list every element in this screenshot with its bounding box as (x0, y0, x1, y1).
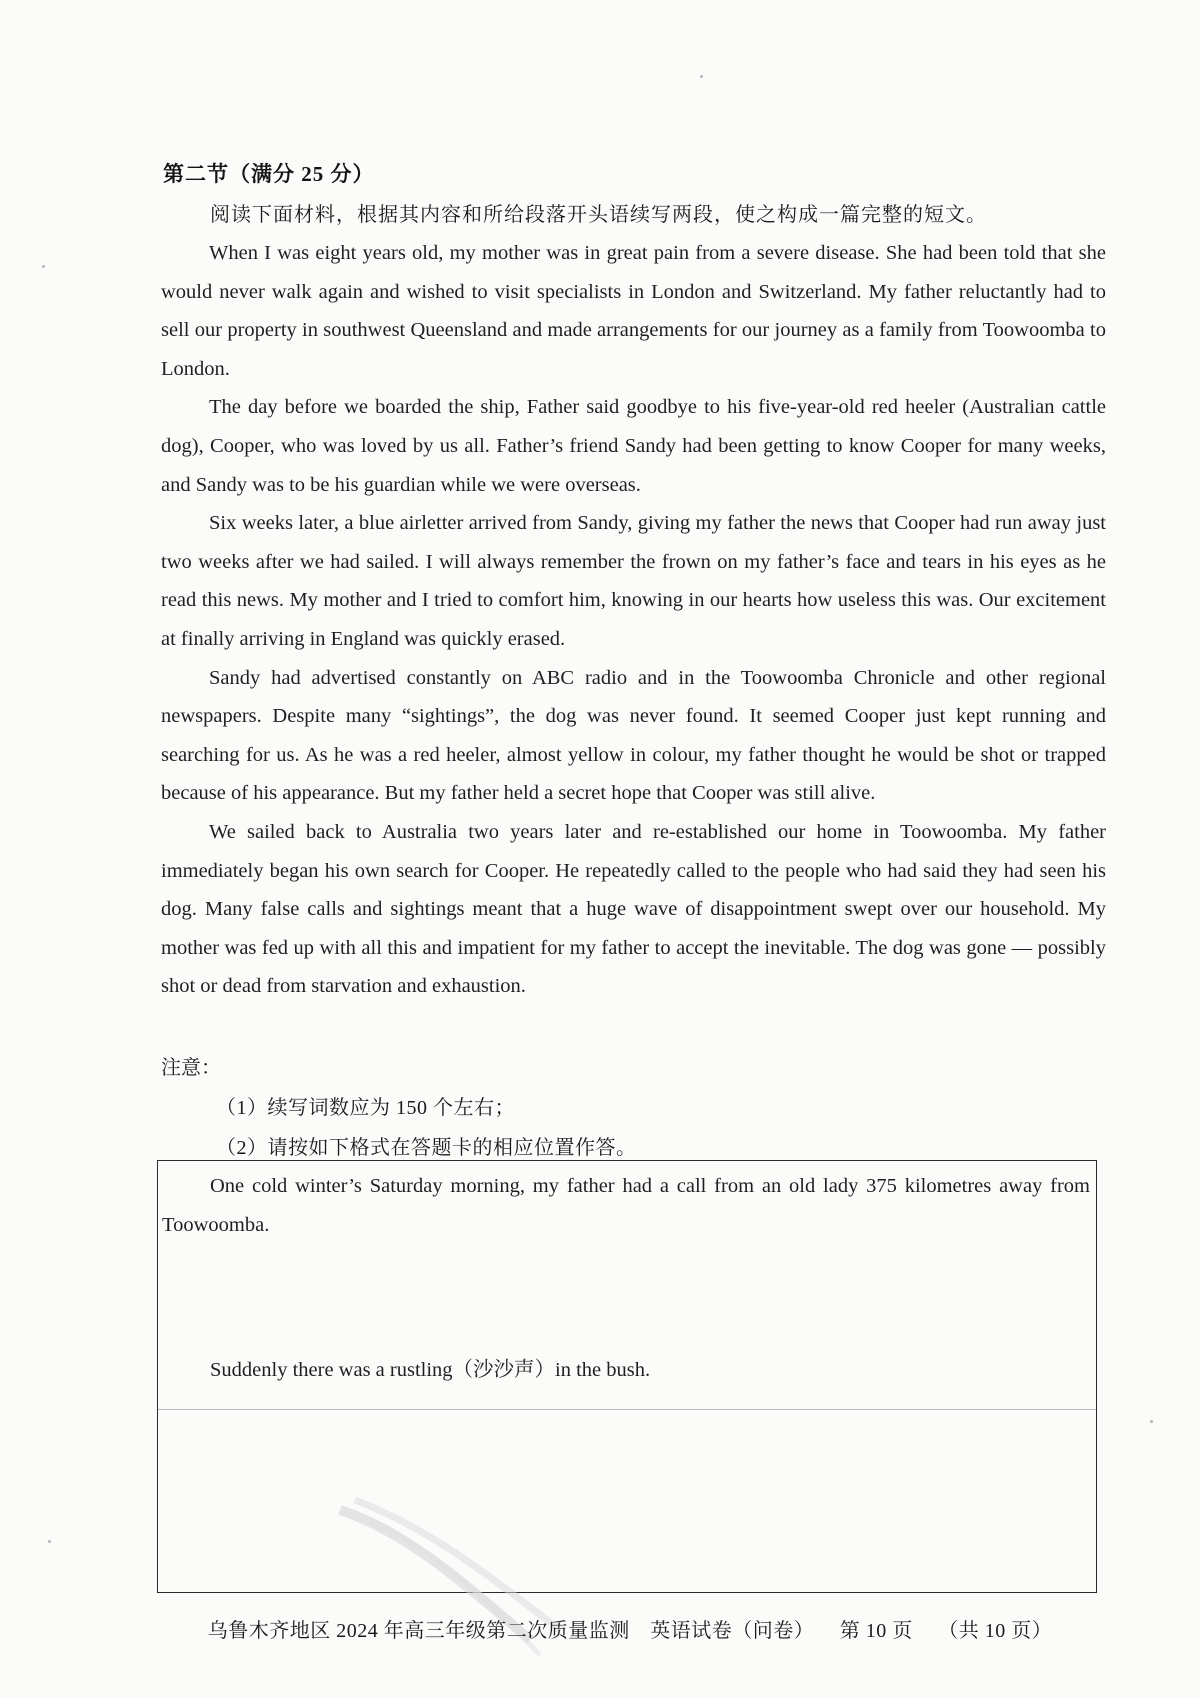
section-heading: 第二节（满分 25 分） (163, 162, 375, 186)
note-answer-format: （2）请按如下格式在答题卡的相应位置作答。 (216, 1137, 637, 1159)
continuation-opening-1: One cold winter’s Saturday morning, my father had a call from an old lady 375 kilometres away from Toowoomba. (162, 1175, 1090, 1236)
passage-paragraph-5: We sailed back to Australia two years later and re-established our home in Toowoomba. My father immediately began his own search for Cooper. He repeatedly called to the people who had said they had seen his dog. Many false calls and sightings meant that a huge wave of disappointment swept over our household. My mother was fed up with all this and impatient for my father to accept the inevitable. The dog was gone — possibly shot or dead from starvation and exhaustion. (161, 820, 1106, 998)
notes-title: 注意： (161, 1057, 221, 1079)
continuation-opening-2: Suddenly there was a rustling（沙沙声）in the bush. (210, 1359, 651, 1381)
notes-block (161, 1048, 637, 1168)
note-word-count: （1）续写词数应为 150 个左右； (216, 1097, 515, 1119)
answer-divider (158, 1409, 1096, 1410)
writing-instruction: 阅读下面材料，根据其内容和所给段落开头语续写两段，使之构成一篇完整的短文。 (210, 204, 987, 226)
footer-page-number: 第 10 页 (839, 1620, 913, 1642)
story-passage (161, 234, 1106, 1006)
passage-paragraph-2: The day before we boarded the ship, Father said goodbye to his five-year-old red heeler (Australian cattle dog), Cooper, who was loved by us all. Father’s friend Sandy had been getting to know Cooper for many weeks, and Sandy was to be his guardian while we were overseas. (161, 396, 1106, 496)
scan-speck (700, 75, 703, 78)
passage-paragraph-4: Sandy had advertised constantly on ABC radio and in the Toowoomba Chronicle and other regional newspapers. Despite many “sightings”, the dog was never found. It seemed Cooper just kept running and searching for us. As he was a red heeler, almost yellow in colour, my father thought he would be shot or trapped because of his appearance. But my father held a secret hope that Cooper was still alive. (161, 666, 1106, 805)
answer-box (157, 1160, 1097, 1593)
footer-exam-title: 乌鲁木齐地区 2024 年高三年级第二次质量监测 英语试卷（问卷） (207, 1620, 815, 1642)
passage-paragraph-1: When I was eight years old, my mother was in great pain from a severe disease. She had been told that she would never walk again and wished to visit specialists in London and Switzerland. My father reluctantly had to sell our property in southwest Queensland and made arrangements for our journey as a family from Toowoomba to London. (161, 242, 1106, 380)
page-footer (160, 1614, 1100, 1643)
scan-speck (1150, 1420, 1153, 1423)
scan-speck (42, 265, 45, 268)
scan-speck (48, 1540, 51, 1543)
passage-paragraph-3: Six weeks later, a blue airletter arrived from Sandy, giving my father the news that Cooper had run away just two weeks after we had sailed. I will always remember the frown on my father’s face and tears in his eyes as he read this news. My mother and I tried to comfort him, knowing in our hearts how useless this was. Our excitement at finally arriving in England was quickly erased. (161, 512, 1106, 650)
footer-total-pages: （共 10 页） (938, 1620, 1053, 1642)
